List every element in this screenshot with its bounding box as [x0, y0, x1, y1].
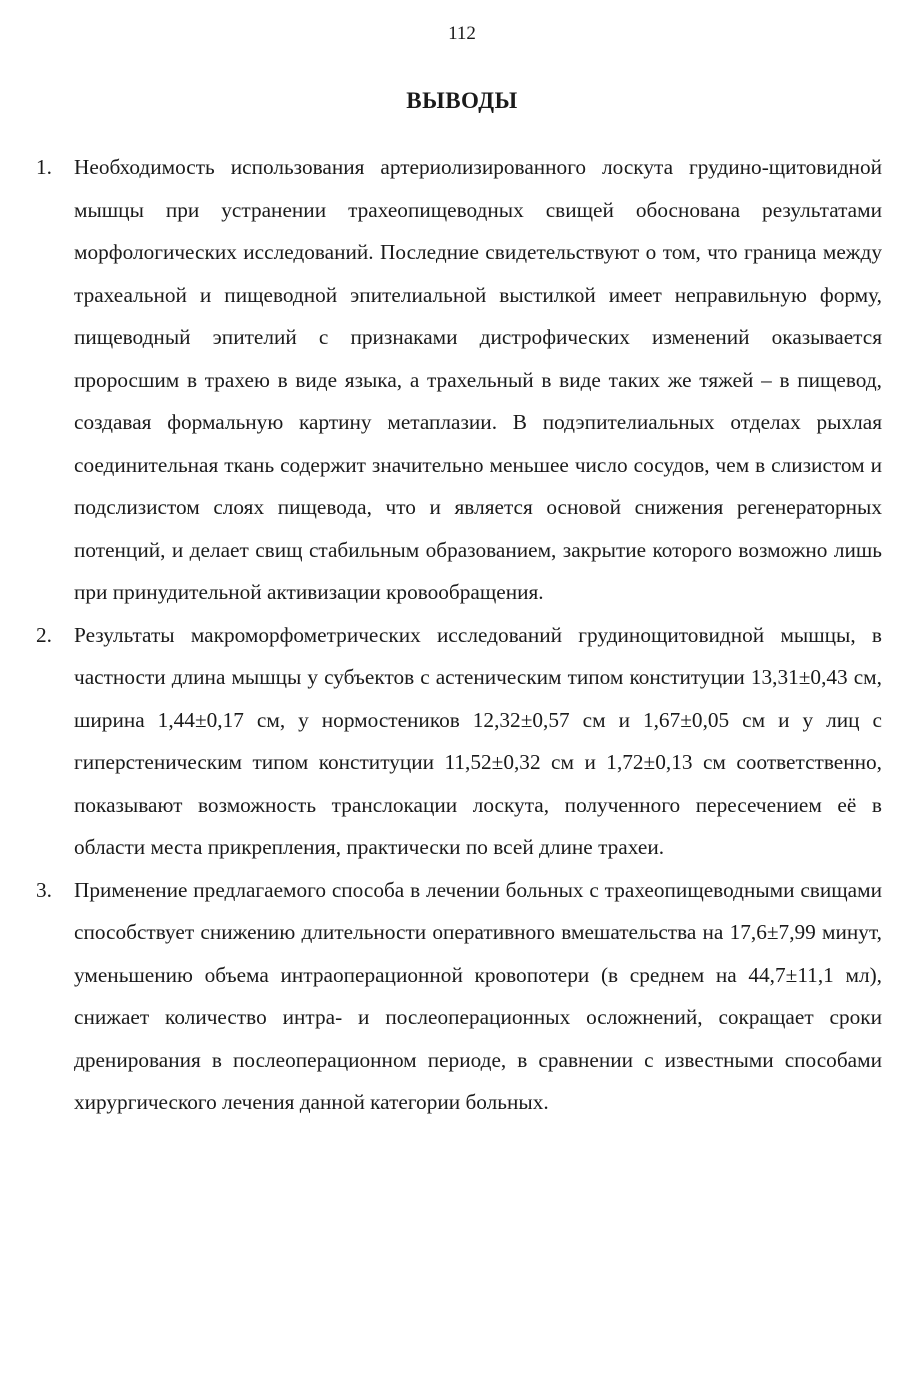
page-number: 112 [448, 23, 476, 44]
conclusion-item-2 [36, 614, 882, 869]
conclusion-number: 1. [36, 155, 52, 179]
conclusion-text: Применение предлагаемого способа в лечении больных с трахеопищеводными свищами способствует снижению длительности оперативного вмешательства на 17,6±7,99 минут, уменьшению объема интраоперационной кровопотери (в среднем на 44,7±11,1 мл), снижает количество интра- и послеоперационных осложнений, сокращает сроки дренирования в послеоперационном периоде, в сравнении с известными способами хирургического лечения данной категории больных. [74, 877, 882, 1114]
conclusion-item-1 [36, 146, 882, 614]
conclusion-text: Результаты макроморфометрических исследований грудинощитовидной мышцы, в частности длина мышцы у субъектов с астеническим типом конституции 13,31±0,43 см, ширина 1,44±0,17 см, у нормостеников 12,32±0,57 см и 1,67±0,05 см и у лиц с гиперстеническим типом конституции 11,52±0,32 см и 1,72±0,13 см соответственно, показывают возможность транслокации лоскута, полученного пересечением её в области места прикрепления, практически по всей длине трахеи. [74, 622, 882, 859]
conclusion-item-3 [36, 869, 882, 1124]
conclusion-number: 3. [36, 877, 52, 902]
conclusion-text: Необходимость использования артериолизированного лоскута грудино-щитовидной мышцы при устранении трахеопищеводных свищей обоснована результатами морфологических исследований. Последние свидетельствуют о том, что граница между трахеальной и пищеводной эпителиальной выстилкой имеет неправильную форму, пищеводный эпителий с признаками дистрофических изменений оказывается проросшим в трахею в виде языка, а трахельный в виде таких же тяжей – в пищевод, создавая формальную картину метаплазии. В подэпителиальных отделах рыхлая соединительная ткань содержит значительно меньшее число сосудов, чем в слизистом и подслизистом слоях пищевода, что и является основой снижения регенераторных потенций, и делает свищ стабильным образованием, закрытие которого возможно лишь при принудительной активизации кровообращения. [74, 155, 882, 604]
page-title: ВЫВОДЫ [406, 88, 518, 114]
conclusions-list [36, 146, 882, 1124]
conclusion-number: 2. [36, 622, 52, 647]
